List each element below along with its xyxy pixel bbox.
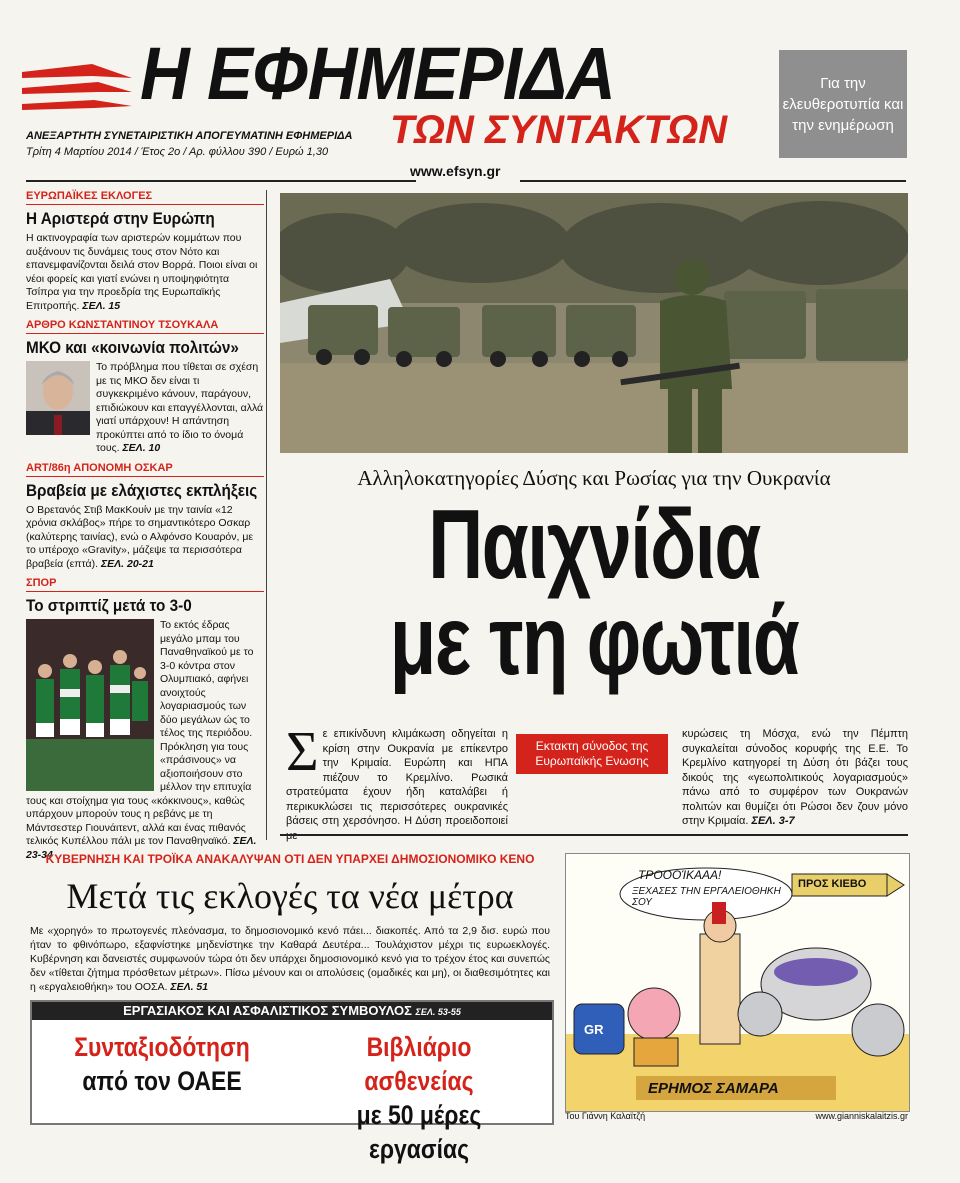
story-headline: Βραβεία με ελάχιστες εκπλήξεις [26, 480, 258, 500]
issue-info: Τρίτη 4 Μαρτίου 2014 / Έτος 2ο / Αρ. φύλλου 390 / Ευρώ 1,30 [26, 146, 329, 158]
story-body: Το πρόβλημα που τίθεται σε σχέση με τις ΜΚΟ δεν είναι τι συγκεκριμένο κάνουν, παράγουν, επιδιώκουν και επαγγέλλονται, αλλά γιατί υπάρχουν! Η απάντηση προκύπτει από το ίδιο το όνομά τους. [96, 361, 264, 454]
story-body: Το εκτός έδρας μεγάλο μπαμ του Παναθηναϊκού με το 3-0 κόντρα στον Ολυμπιακό, αφήνει ανοιχτούς λογαριασμούς των δύο μεγάλων ώς το τέλος της περιόδου. Πρόκληση για τους «πράσινους» να αξιοποιήσουν στο μέλλον την επιτυχία τους και στοίχημα για τους «κόκκινους», καθώς υπάρχουν μπορούν τους η ρεβάνς με τη Μάντσεστερ Γιουνάιτεντ, αλλά και ένας πιθανός τελικός Κυπέλλου πάλι με τον Παναθηναϊκό. [26, 619, 254, 847]
bottom-kicker: ΚΥΒΕΡΝΗΣΗ ΚΑΙ ΤΡΟΪΚΑ ΑΝΑΚΑΛΥΨΑΝ ΟΤΙ ΔΕΝ ΥΠΑΡΧΕΙ ΔΗΜΟΣΙΟΝΟΜΙΚΟ ΚΕΝΟ [45, 852, 535, 866]
lead-article-col2 [682, 727, 908, 829]
eu-summit-text: Εκτακτη σύνοδος της Ευρωπαϊκής Ενωσης [535, 739, 649, 768]
section-label: ΕΥΡΩΠΑΪΚΕΣ ΕΚΛΟΓΕΣ [26, 190, 264, 205]
column-divider [266, 190, 267, 840]
drop-cap: Σ [286, 721, 319, 783]
advisor-right-black: με 50 μέρες εργασίας [356, 1100, 482, 1164]
masthead-logo-icon [22, 58, 132, 128]
cartoon-author: Του Γιάννη Καλαϊτζή [565, 1111, 646, 1121]
lead-headline-line: Παιχνίδια [428, 489, 760, 599]
masthead-tagline: ΑΝΕΞΑΡΤΗΤΗ ΣΥΝΕΤΑΙΡΙΣΤΙΚΗ ΑΠΟΓΕΥΜΑΤΙΝΗ ΕΦΗΜΕΡΙΔΑ [26, 130, 353, 142]
story-headline: Η Αριστερά στην Ευρώπη [26, 209, 215, 228]
section-rule [280, 834, 908, 836]
lead-headline[interactable] [349, 489, 839, 695]
football-photo [26, 619, 154, 791]
story-oscars[interactable] [26, 462, 264, 572]
bottom-story [30, 924, 550, 994]
page-ref: ΣΕΛ. 3-7 [751, 815, 795, 827]
lead-headline-line: με τη φωτιά [389, 585, 799, 695]
advisor-title-bar [32, 1002, 552, 1020]
lead-article-col1 [286, 721, 508, 843]
cartoon-bag-label: GR [584, 1022, 604, 1037]
author-portrait [26, 361, 90, 435]
story-ngo[interactable] [26, 319, 264, 456]
advisor-left-red: Συνταξιοδότηση [74, 1032, 250, 1062]
cartoon-speech-2: ΞΕΧΑΣΕΣ ΤΗΝ ΕΡΓΑΛΕΙΟΘΗΚΗ ΣΟΥ [632, 886, 781, 908]
website-link[interactable]: www.efsyn.gr [410, 163, 501, 179]
story-headline: ΜΚΟ και «κοινωνία πολιτών» [26, 338, 239, 357]
cartoon-credit [565, 1111, 908, 1124]
lead-body-2: κυρώσεις τη Μόσχα, ενώ την Πέμπτη συγκαλείται σύνοδος κορυφής της Ε.Ε. Το Κρεμλίνο κατηγορεί τη Δύση ότι βάζει τους δικούς της «γεωπολιτικούς λογαριασμούς» πάνω από το συμφέρον των Ουκρανών πολιτών και θυμίζει ότι Ρώσοι δεν ζουν μόνο στην Κριμαία. [682, 728, 908, 827]
advisor-box[interactable] [30, 1000, 554, 1164]
promo-box [779, 50, 907, 158]
advisor-title: ΕΡΓΑΣΙΑΚΟΣ ΚΑΙ ΑΣΦΑΛΙΣΤΙΚΟΣ ΣΥΜΒΟΥΛΟΣ [123, 1003, 412, 1018]
advisor-right-red: Βιβλιάριο ασθενείας [364, 1032, 474, 1096]
masthead-subtitle: ΤΩΝ ΣΥΝΤΑΚΤΩΝ [390, 108, 728, 152]
page-ref: ΣΕΛ. 20-21 [100, 557, 154, 570]
lead-kicker: Αλληλοκατηγορίες Δύσης και Ρωσίας για την Ουκρανία [357, 466, 831, 490]
cartoon-ground-label: ΕΡΗΜΟΣ ΣΑΜΑΡΑ [648, 1080, 779, 1097]
advisor-right [294, 1030, 544, 1166]
story-headline: Το στριπτίζ μετά το 3-0 [26, 596, 192, 615]
masthead-title: Η ΕΦΗΜΕΡΙΔΑ [140, 32, 615, 115]
advisor-left [42, 1030, 282, 1098]
advisor-left-black: από τον ΟΑΕΕ [82, 1066, 242, 1096]
left-column [26, 190, 264, 862]
story-european-elections[interactable] [26, 190, 264, 313]
page-ref: ΣΕΛ. 51 [170, 981, 209, 993]
cartoon [565, 853, 910, 1112]
bottom-headline[interactable]: Μετά τις εκλογές τα νέα μέτρα [66, 876, 514, 916]
advisor-page: ΣΕΛ. 53-55 [415, 1007, 461, 1017]
section-label: ART/86η ΑΠΟΝΟΜΗ ΟΣΚΑΡ [26, 462, 264, 477]
masthead-rule [26, 180, 416, 182]
story-body: Ο Βρετανός Στιβ ΜακΚουίν με την ταινία «12 χρόνια σκλάβος» πήρε το σημαντικότερο Οσκαρ (καλύτερης ταινίας), ενώ ο Αλφόνσο Κουαρόν, με το υπέροχο «Gravity», μάζεψε τα περισσότερα βραβεία (επτά). [26, 503, 254, 570]
masthead-rule [520, 180, 906, 182]
section-label: ΑΡΘΡΟ ΚΩΝΣΤΑΝΤΙΝΟΥ ΤΣΟΥΚΑΛΑ [26, 319, 264, 334]
cartoon-site[interactable]: www.gianniskalaitzis.gr [815, 1111, 908, 1121]
page-ref: ΣΕΛ. 23-34 [26, 835, 257, 861]
story-sports[interactable] [26, 577, 264, 862]
cartoon-sign: ΠΡΟΣ ΚΙΕΒΟ [798, 878, 867, 890]
story-body: Η ακτινογραφία των αριστερών κομμάτων που αυξάνουν τις δυνάμεις τους στον Νότο και επανεμφανίζονται δειλά στον Βορρά. Ποιοι είναι οι νέοι φορείς και γιατί ενώνει η υποψηφιότητα Τσίπρα για την προεδρία της Ευρωπαϊκής Επιτροπής. [26, 232, 258, 312]
page-ref: ΣΕΛ. 15 [82, 299, 121, 312]
eu-summit-box[interactable] [516, 734, 668, 774]
lead-body-1: ε επικίνδυνη κλιμάκωση οδηγείται η κρίση στην Ουκρανία με επίκεντρο την Κριμαία. Ευρώπη και ΗΠΑ πιέζουν το Κρεμλίνο. Ρωσικά στρατεύματα έχουν ήδη καταλάβει ή περικυκλώσει τις περισσότερες ουκρανικές βάσεις στη χερσόνησο. Η Δύση προειδοποιεί [286, 728, 508, 827]
promo-text: Για την ελευθεροτυπία και την ενημέρωση [782, 74, 904, 134]
cartoon-speech-1: ΤΡΟΟΟΊΚΑΑΑ! [638, 868, 722, 882]
section-label: ΣΠΟΡ [26, 577, 264, 592]
lead-photo [280, 193, 908, 453]
page-ref: ΣΕΛ. 10 [122, 442, 161, 454]
bottom-body: Με «χορηγό» το πρωτογενές πλεόνασμα, το δημοσιονομικό κενό πάει... διακοπές. Από τα 2,9 δισ. ευρώ που ήταν το φθινόπωρο, εξαφνίστηκε μηδενίστηκε την Καθαρά Δευτέρα... Τουλάχιστον μέχρι τις ευρωεκλογές. Κυβέρνηση και δανειστές συμφωνούν τώρα ότι δεν υπάρχει δημοσιονομικό κενό για το τρέχον έτος και συνεπώς δεν «τίθεται ζήτημα πρόσθετων μέτρων». Πίσω μένουν και οι απολύσεις (ομαδικές και μη), οι διαθεσιμότητες και η «εργαλειοθήκη» του ΟΟΣΑ. [30, 925, 550, 993]
